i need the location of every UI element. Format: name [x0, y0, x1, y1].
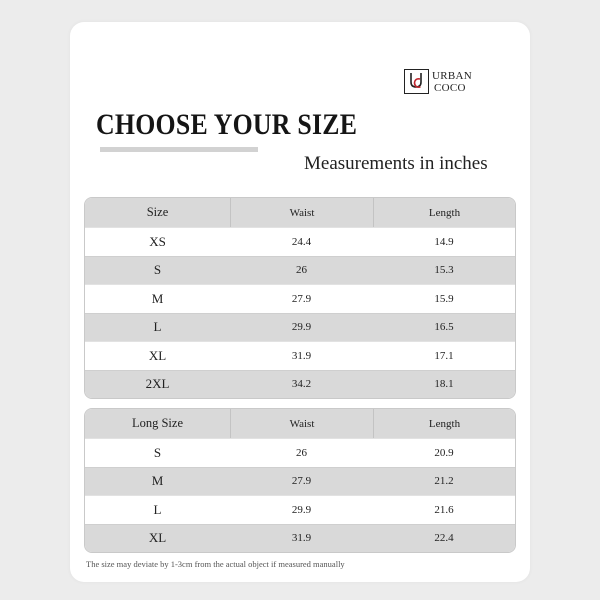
- brand-logo: [404, 69, 472, 94]
- measurement-disclaimer: The size may deviate by 1-3cm from the actual object if measured manually: [86, 559, 345, 569]
- waist-cell: 26: [296, 446, 307, 459]
- header-long-size: Long Size: [131, 416, 184, 430]
- waist-cell: 27.9: [291, 475, 312, 488]
- size-cell: XS: [149, 233, 166, 249]
- header-size: Size: [146, 205, 169, 219]
- table-row: [85, 438, 515, 467]
- waist-cell: 29.9: [291, 321, 312, 334]
- length-cell: 14.9: [434, 235, 454, 248]
- table-row: [85, 284, 515, 313]
- size-cell: XL: [148, 347, 167, 363]
- header-length: Length: [373, 198, 515, 227]
- waist-cell: 29.9: [291, 503, 312, 516]
- table-row: [85, 524, 515, 553]
- size-cell: M: [151, 290, 164, 306]
- length-cell: 18.1: [434, 378, 454, 391]
- length-cell: 20.9: [434, 446, 454, 459]
- table-row: [85, 256, 515, 285]
- table-row: [85, 467, 515, 496]
- header-waist: Waist: [230, 198, 373, 227]
- brand-monogram-icon: [404, 69, 429, 94]
- size-cell: M: [151, 473, 164, 489]
- length-cell: 15.3: [434, 264, 454, 277]
- regular-size-table: [84, 197, 516, 399]
- table-row: [85, 313, 515, 342]
- length-cell: 21.6: [434, 503, 454, 516]
- table-row: [85, 495, 515, 524]
- length-cell: 16.5: [434, 321, 454, 334]
- measurement-unit-note: Measurements in inches: [304, 153, 488, 174]
- size-cell: L: [153, 319, 162, 335]
- length-cell: 21.2: [434, 475, 454, 488]
- brand-line-1: URBAN: [432, 69, 473, 82]
- size-cell: 2XL: [145, 376, 170, 392]
- waist-cell: 31.9: [291, 349, 312, 362]
- table-header-row: [85, 198, 515, 227]
- waist-cell: 34.2: [291, 378, 312, 391]
- length-cell: 17.1: [434, 349, 454, 362]
- table-row: [85, 370, 515, 399]
- waist-cell: 31.9: [291, 532, 312, 545]
- page-title: CHOOSE YOUR SIZE: [96, 108, 358, 141]
- size-cell: XL: [148, 530, 167, 546]
- title-underline: [100, 147, 258, 152]
- waist-cell: 24.4: [291, 235, 312, 248]
- table-row: [85, 341, 515, 370]
- waist-cell: 27.9: [291, 292, 312, 305]
- waist-cell: 26: [296, 264, 307, 277]
- table-row: [85, 227, 515, 256]
- size-cell: S: [153, 444, 162, 460]
- brand-name: [432, 70, 472, 94]
- long-size-table: [84, 408, 516, 553]
- size-cell: L: [153, 501, 162, 517]
- size-cell: S: [153, 262, 162, 278]
- brand-line-2: COCO: [434, 81, 466, 94]
- length-cell: 22.4: [434, 532, 454, 545]
- length-cell: 15.9: [434, 292, 454, 305]
- header-length: Length: [373, 409, 515, 438]
- header-waist: Waist: [230, 409, 373, 438]
- table-header-row: [85, 409, 515, 438]
